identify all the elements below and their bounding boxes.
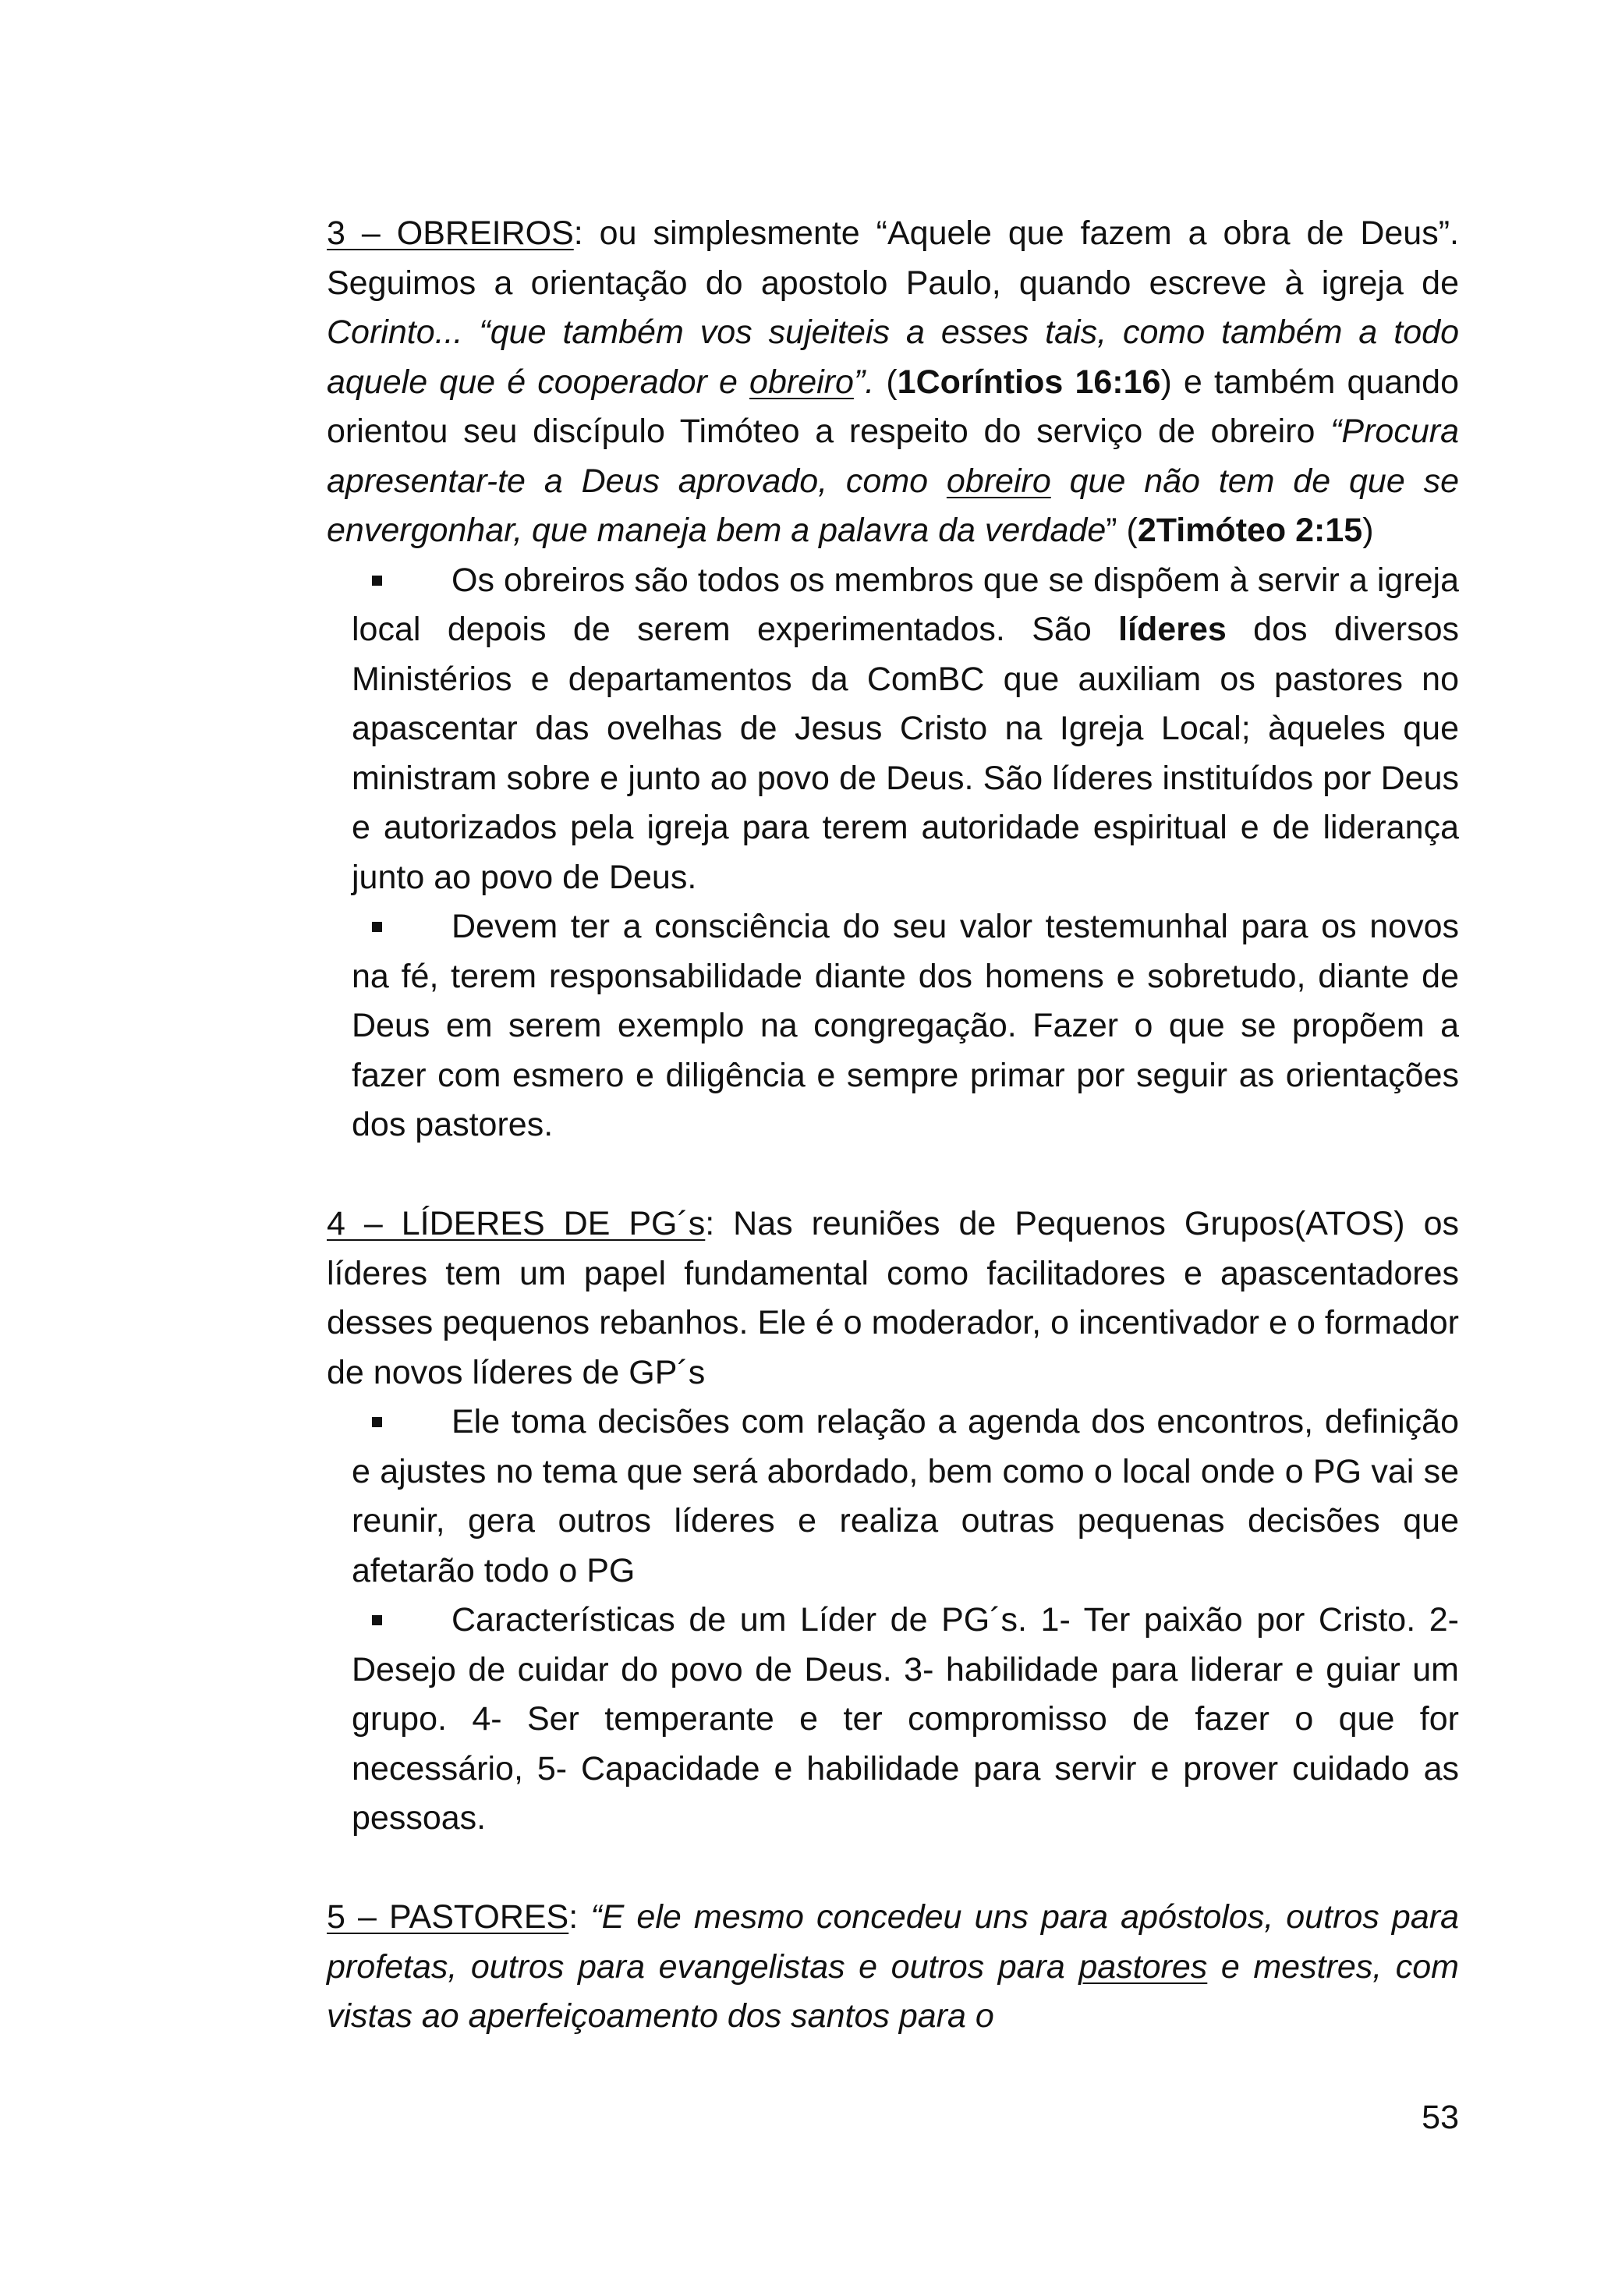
bullet-bold-text: líderes <box>1118 611 1227 648</box>
section-3-paragraph <box>327 209 1459 556</box>
quote-timothy-close: ” ( <box>1106 512 1138 549</box>
bullet-text-continued: dos diversos Ministérios e departamentos da ComBC que auxiliam os pastores no apascentar das ovelhas de Jesus Cristo na Igreja Local; àqueles que ministram sobre e junto ao povo de Deus. São líderes instituídos por Deus e autorizados pela igreja para terem autoridade espiritual e de liderança junto ao povo de Deus. <box>352 611 1459 896</box>
square-bullet-icon <box>372 1615 382 1625</box>
quote-corinthians-text: Corinto... “que também vos sujeiteis a esses tais, como também a todo aquele que é cooperador e <box>327 314 1459 401</box>
reference-1-open: ( <box>874 363 898 401</box>
page-content <box>327 209 1459 2042</box>
bullet-text: Ele toma decisões com relação a agenda dos encontros, definição e ajustes no tema que será abordado, bem como o local onde o PG vai se reunir, gera outros líderes e realiza outras pequenas decisões que afetarão todo o PG <box>352 1403 1459 1589</box>
section-4-paragraph <box>327 1199 1459 1398</box>
square-bullet-icon <box>372 922 382 932</box>
reference-2timothy: 2Timóteo 2:15 <box>1137 512 1363 549</box>
quote-ephesians-keyword: pastores <box>1078 1947 1208 1986</box>
paragraph-spacer <box>327 1150 1459 1200</box>
section-3-continuation-text: ) e também quando orientou seu discípulo Timóteo a respeito do serviço de obreiro <box>327 363 1459 450</box>
list-item <box>352 902 1459 1150</box>
quote-timothy-text: “Procura apresentar-te a Deus aprovado, como <box>327 413 1459 500</box>
quote-ephesians-text: “E ele mesmo concedeu uns para apóstolos, outros para profetas, outros para evangelistas e outros para <box>327 1898 1459 1986</box>
page-number: 53 <box>1422 2099 1459 2136</box>
section-5-paragraph <box>327 1893 1459 2042</box>
reference-1corinthians: 1Coríntios 16:16 <box>897 363 1161 401</box>
section-5-separator: : <box>568 1898 591 1936</box>
quote-ephesians-text-end: e mestres, com vistas ao aperfeiçoamento dos santos para o <box>327 1947 1459 2035</box>
quote-timothy-text-end: que não tem de que se envergonhar, que maneja bem a palavra da verdade <box>327 462 1459 549</box>
list-item <box>352 556 1459 903</box>
section-4-heading: 4 – LÍDERES DE PG´s <box>327 1205 706 1242</box>
list-item <box>352 1596 1459 1844</box>
bullet-text: Características de um Líder de PG´s. 1- Ter paixão por Cristo. 2- Desejo de cuidar do povo de Deus. 3- habilidade para liderar e guiar um grupo. 4- Ser temperante e ter compromisso de fazer o que for necessário, 5- Capacidade e habilidade para servir e prover cuidado as pessoas. <box>352 1601 1459 1837</box>
bullet-text: Os obreiros são todos os membros que se dispõem à servir a igreja local depois de serem experimentados. São <box>352 561 1459 648</box>
section-5-heading: 5 – PASTORES <box>327 1898 569 1936</box>
reference-2-close: ) <box>1362 512 1374 549</box>
paragraph-spacer <box>327 1844 1459 1894</box>
section-3-bullet-list <box>327 556 1459 1150</box>
list-item <box>352 1398 1459 1596</box>
section-4-intro-text: : Nas reuniões de Pequenos Grupos(ATOS) os líderes tem um papel fundamental como facilitadores e apascentadores desses pequenos rebanhos. Ele é o moderador, o incentivador e o formador de novos líderes de GP´s <box>327 1205 1459 1391</box>
quote-corinthians-close: ”. <box>853 363 875 401</box>
section-4-bullet-list <box>327 1398 1459 1844</box>
square-bullet-icon <box>372 576 382 586</box>
section-3-heading: 3 – OBREIROS <box>327 214 574 252</box>
quote-timothy-keyword: obreiro <box>946 462 1051 500</box>
bullet-text: Devem ter a consciência do seu valor testemunhal para os novos na fé, terem responsabilidade diante dos homens e sobretudo, diante de Deus em serem exemplo na congregação. Fazer o que se propõem a fazer com esmero e diligência e sempre primar por seguir as orientações dos pastores. <box>352 908 1459 1143</box>
quote-corinthians-keyword: obreiro <box>749 363 854 401</box>
section-3-intro-text: : ou simplesmente “Aquele que fazem a obra de Deus”. Seguimos a orientação do apostolo Paulo, quando escreve à igreja de <box>327 214 1459 302</box>
square-bullet-icon <box>372 1417 382 1427</box>
